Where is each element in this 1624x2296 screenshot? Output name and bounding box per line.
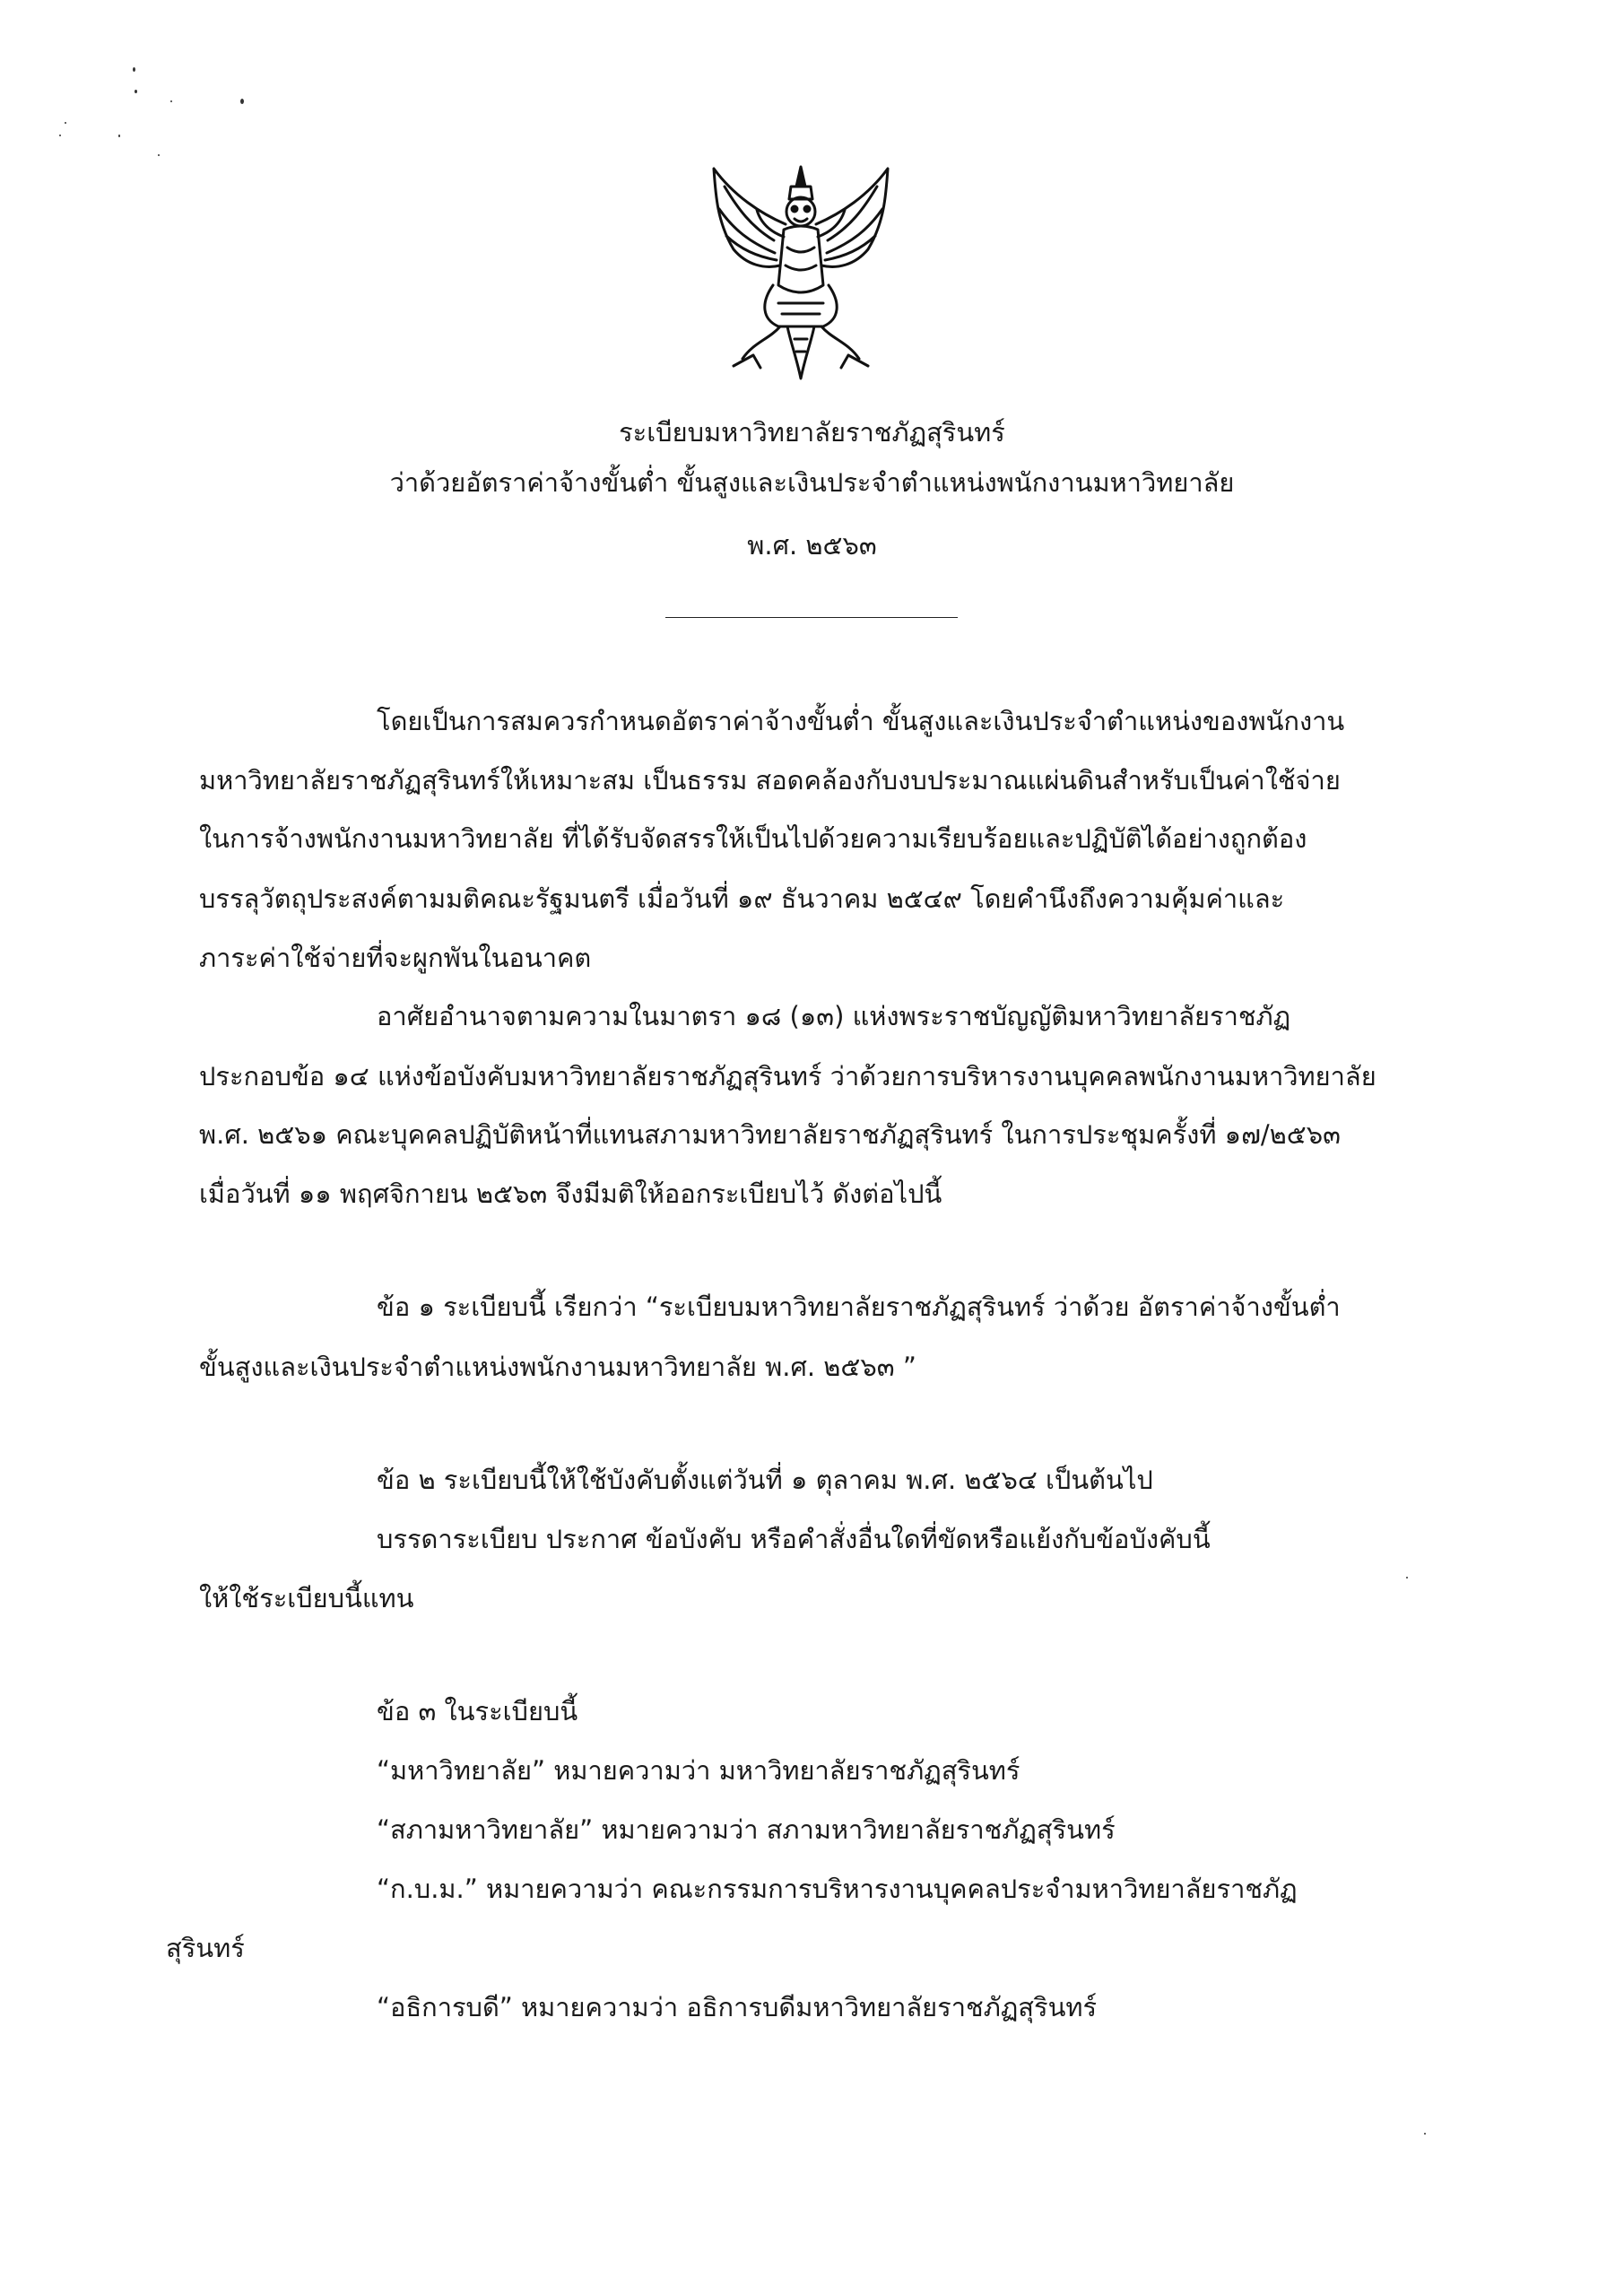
garuda-emblem (698, 160, 904, 384)
authority-line: เมื่อวันที่ ๑๑ พฤศจิกายน ๒๕๖๓ จึงมีมติให้ออกระเบียบไว้ ดังต่อไปนี้ (199, 1178, 942, 1209)
document-subtitle: ว่าด้วยอัตราค่าจ้างขั้นต่ำ ขั้นสูงและเงินประจำตำแหน่งพนักงานมหาวิทยาลัย (389, 467, 1235, 498)
preamble-line: บรรลุวัตถุประสงค์ตามมติคณะรัฐมนตรี เมื่อวันที่ ๑๙ ธันวาคม ๒๕๔๙ โดยคำนึงถึงความคุ้มค่าและ (199, 883, 1285, 914)
preamble-line: ภาระค่าใช้จ่ายที่จะผูกพันในอนาคต (199, 943, 592, 973)
definition-line: สุรินทร์ (166, 1933, 245, 1963)
document-year: พ.ศ. ๒๕๖๓ (747, 530, 877, 561)
preamble-line: มหาวิทยาลัยราชภัฏสุรินทร์ให้เหมาะสม เป็นธรรม สอดคล้องกับงบประมาณแผ่นดินสำหรับเป็นค่าใช้จ่าย (199, 765, 1341, 796)
clause-2-line: ให้ใช้ระเบียบนี้แทน (199, 1583, 414, 1613)
clause-1-line: ขั้นสูงและเงินประจำตำแหน่งพนักงานมหาวิทยาลัย พ.ศ. ๒๕๖๓ ” (199, 1352, 916, 1382)
definition-line: “ก.บ.ม.” หมายความว่า คณะกรรมการบริหารงานบุคคลประจำมหาวิทยาลัยราชภัฏ (377, 1874, 1298, 1904)
preamble-line: ในการจ้างพนักงานมหาวิทยาลัย ที่ได้รับจัดสรรให้เป็นไปด้วยความเรียบร้อยและปฏิบัติได้อย่างถูกต้อง (199, 823, 1307, 854)
definition-line: “สภามหาวิทยาลัย” หมายความว่า สภามหาวิทยาลัยราชภัฏสุรินทร์ (377, 1814, 1116, 1845)
authority-line: อาศัยอำนาจตามความในมาตรา ๑๘ (๑๓) แห่งพระราชบัญญัติมหาวิทยาลัยราชภัฏ (377, 1001, 1291, 1031)
definition-line: “มหาวิทยาลัย” หมายความว่า มหาวิทยาลัยราชภัฏสุรินทร์ (377, 1755, 1020, 1786)
preamble-line: โดยเป็นการสมควรกำหนดอัตราค่าจ้างขั้นต่ำ ขั้นสูงและเงินประจำตำแหน่งของพนักงาน (377, 706, 1345, 736)
clause-3-heading: ข้อ ๓ ในระเบียบนี้ (377, 1696, 578, 1726)
clause-1-line: ข้อ ๑ ระเบียบนี้ เรียกว่า “ระเบียบมหาวิทยาลัยราชภัฏสุรินทร์ ว่าด้วย อัตราค่าจ้างขั้นต่ำ (377, 1292, 1341, 1322)
clause-2-line: ข้อ ๒ ระเบียบนี้ให้ใช้บังคับตั้งแต่วันที่ ๑ ตุลาคม พ.ศ. ๒๕๖๔ เป็นต้นไป (377, 1465, 1153, 1495)
clause-2-line: บรรดาระเบียบ ประกาศ ข้อบังคับ หรือคำสั่งอื่นใดที่ขัดหรือแย้งกับข้อบังคับนี้ (377, 1524, 1211, 1554)
definition-line: “อธิการบดี” หมายความว่า อธิการบดีมหาวิทยาลัยราชภัฏสุรินทร์ (377, 1992, 1098, 2022)
document-title: ระเบียบมหาวิทยาลัยราชภัฏสุรินทร์ (619, 417, 1005, 448)
authority-line: พ.ศ. ๒๕๖๑ คณะบุคคลปฏิบัติหน้าที่แทนสภามหาวิทยาลัยราชภัฏสุรินทร์ ในการประชุมครั้งที่ ๑๗/๒๕๖๓ (199, 1119, 1341, 1150)
title-divider (665, 617, 958, 618)
authority-line: ประกอบข้อ ๑๔ แห่งข้อบังคับมหาวิทยาลัยราชภัฏสุรินทร์ ว่าด้วยการบริหารงานบุคคลพนักงานมหาวิทยาลัย (199, 1061, 1376, 1091)
